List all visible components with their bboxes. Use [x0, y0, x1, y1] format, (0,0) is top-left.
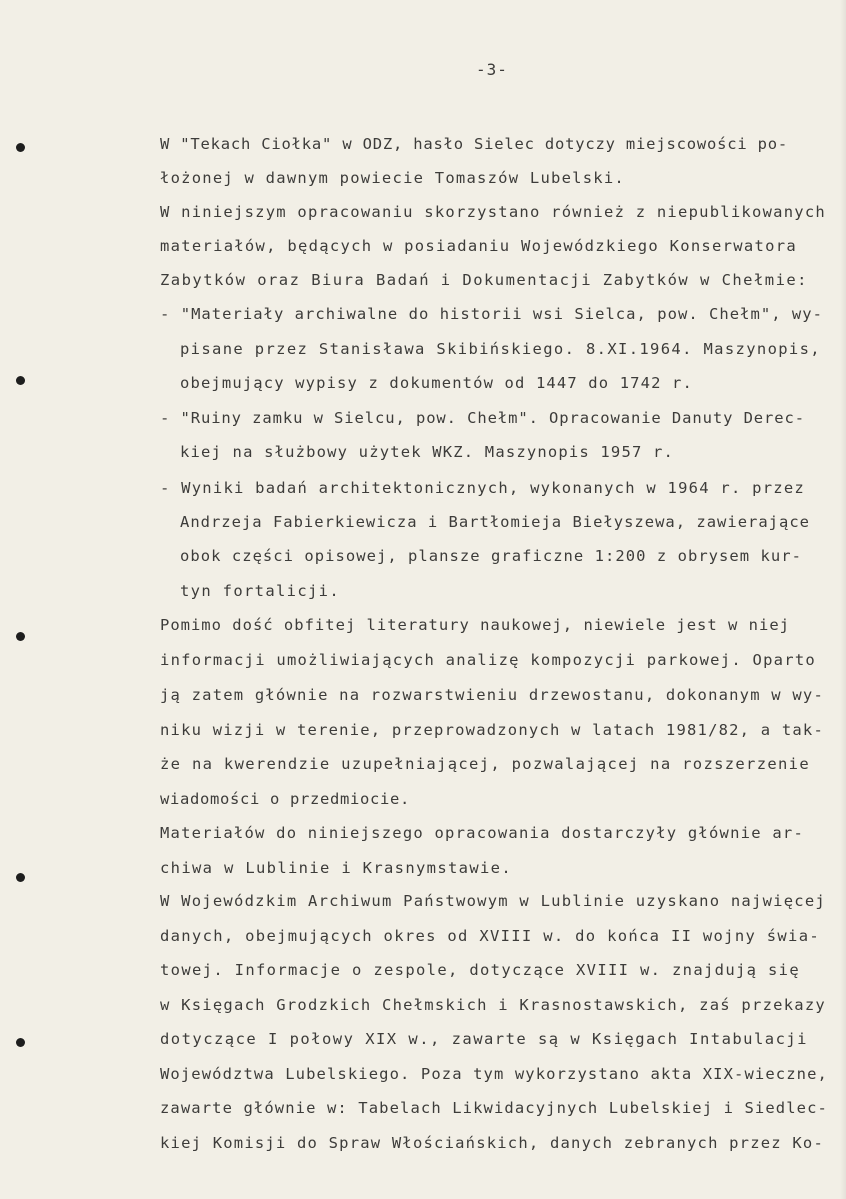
text-line: Materiałów do niniejszego opracowania dostarczyły głównie ar-: [160, 824, 804, 842]
text-line: informacji umożliwiających analizę kompozycji parkowej. Oparto: [160, 651, 816, 669]
text-line: Pomimo dość obfitej literatury naukowej, niewiele jest w niej: [160, 616, 790, 634]
text-line: Zabytków oraz Biura Badań i Dokumentacji Zabytków w Chełmie:: [160, 271, 808, 289]
text-line: że na kwerendzie uzupełniającej, pozwalającej na rozszerzenie: [160, 755, 810, 773]
text-line: ją zatem głównie na rozwarstwieniu drzewostanu, dokonanym w wy-: [160, 686, 824, 704]
binder-hole-mark: [16, 873, 25, 882]
list-item-continuation: kiej na służbowy użytek WKZ. Maszynopis 1957 r.: [180, 443, 674, 461]
page-edge-shadow: [840, 0, 846, 1199]
text-line: W "Tekach Ciołka" w ODZ, hasło Sielec dotyczy miejscowości po-: [160, 135, 788, 153]
list-item-dash-line: - "Ruiny zamku w Sielcu, pow. Chełm". Opracowanie Danuty Derec-: [160, 409, 805, 427]
text-line: wiadomości o przedmiocie.: [160, 790, 410, 808]
text-line: zawarte głównie w: Tabelach Likwidacyjnych Lubelskiej i Siedlec-: [160, 1099, 828, 1117]
text-line: towej. Informacje o zespole, dotyczące XVIII w. znajdują się: [160, 961, 800, 979]
list-item-continuation: pisane przez Stanisława Skibińskiego. 8.XI.1964. Maszynopis,: [180, 340, 821, 358]
list-item-dash-line: - Wyniki badań architektonicznych, wykonanych w 1964 r. przez: [160, 479, 805, 497]
binder-hole-mark: [16, 1038, 25, 1047]
list-item-continuation: obok części opisowej, plansze graficzne 1:200 z obrysem kur-: [180, 547, 802, 565]
list-item-continuation: Andrzeja Fabierkiewicza i Bartłomieja Biełyszewa, zawierające: [180, 513, 810, 531]
text-line: danych, obejmujących okres od XVIII w. do końca II wojny świa-: [160, 927, 820, 945]
text-line: Województwa Lubelskiego. Poza tym wykorzystano akta XIX-wieczne,: [160, 1065, 828, 1083]
text-line: dotyczące I połowy XIX w., zawarte są w Księgach Intabulacji: [160, 1030, 808, 1048]
list-item-continuation: obejmujący wypisy z dokumentów od 1447 do 1742 r.: [180, 374, 693, 392]
list-item-dash-line: - "Materiały archiwalne do historii wsi Sielca, pow. Chełm", wy-: [160, 305, 823, 323]
list-item-continuation: tyn fortalicji.: [180, 582, 340, 600]
text-line: W Wojewódzkim Archiwum Państwowym w Lublinie uzyskano najwięcej: [160, 892, 826, 910]
binder-hole-mark: [16, 632, 25, 641]
text-line: chiwa w Lublinie i Krasnymstawie.: [160, 859, 512, 877]
text-line: W niniejszym opracowaniu skorzystano również z niepublikowanych: [160, 203, 826, 221]
binder-hole-mark: [16, 376, 25, 385]
page-number: -3-: [476, 60, 508, 79]
text-line: kiej Komisji do Spraw Włościańskich, danych zebranych przez Ko-: [160, 1134, 824, 1152]
text-line: w Księgach Grodzkich Chełmskich i Krasnostawskich, zaś przekazy: [160, 996, 826, 1014]
text-line: niku wizji w terenie, przeprowadzonych w latach 1981/82, a tak-: [160, 721, 824, 739]
binder-hole-mark: [16, 143, 25, 152]
text-line: łożonej w dawnym powiecie Tomaszów Lubelski.: [160, 169, 625, 187]
text-line: materiałów, będących w posiadaniu Wojewódzkiego Konserwatora: [160, 237, 797, 255]
